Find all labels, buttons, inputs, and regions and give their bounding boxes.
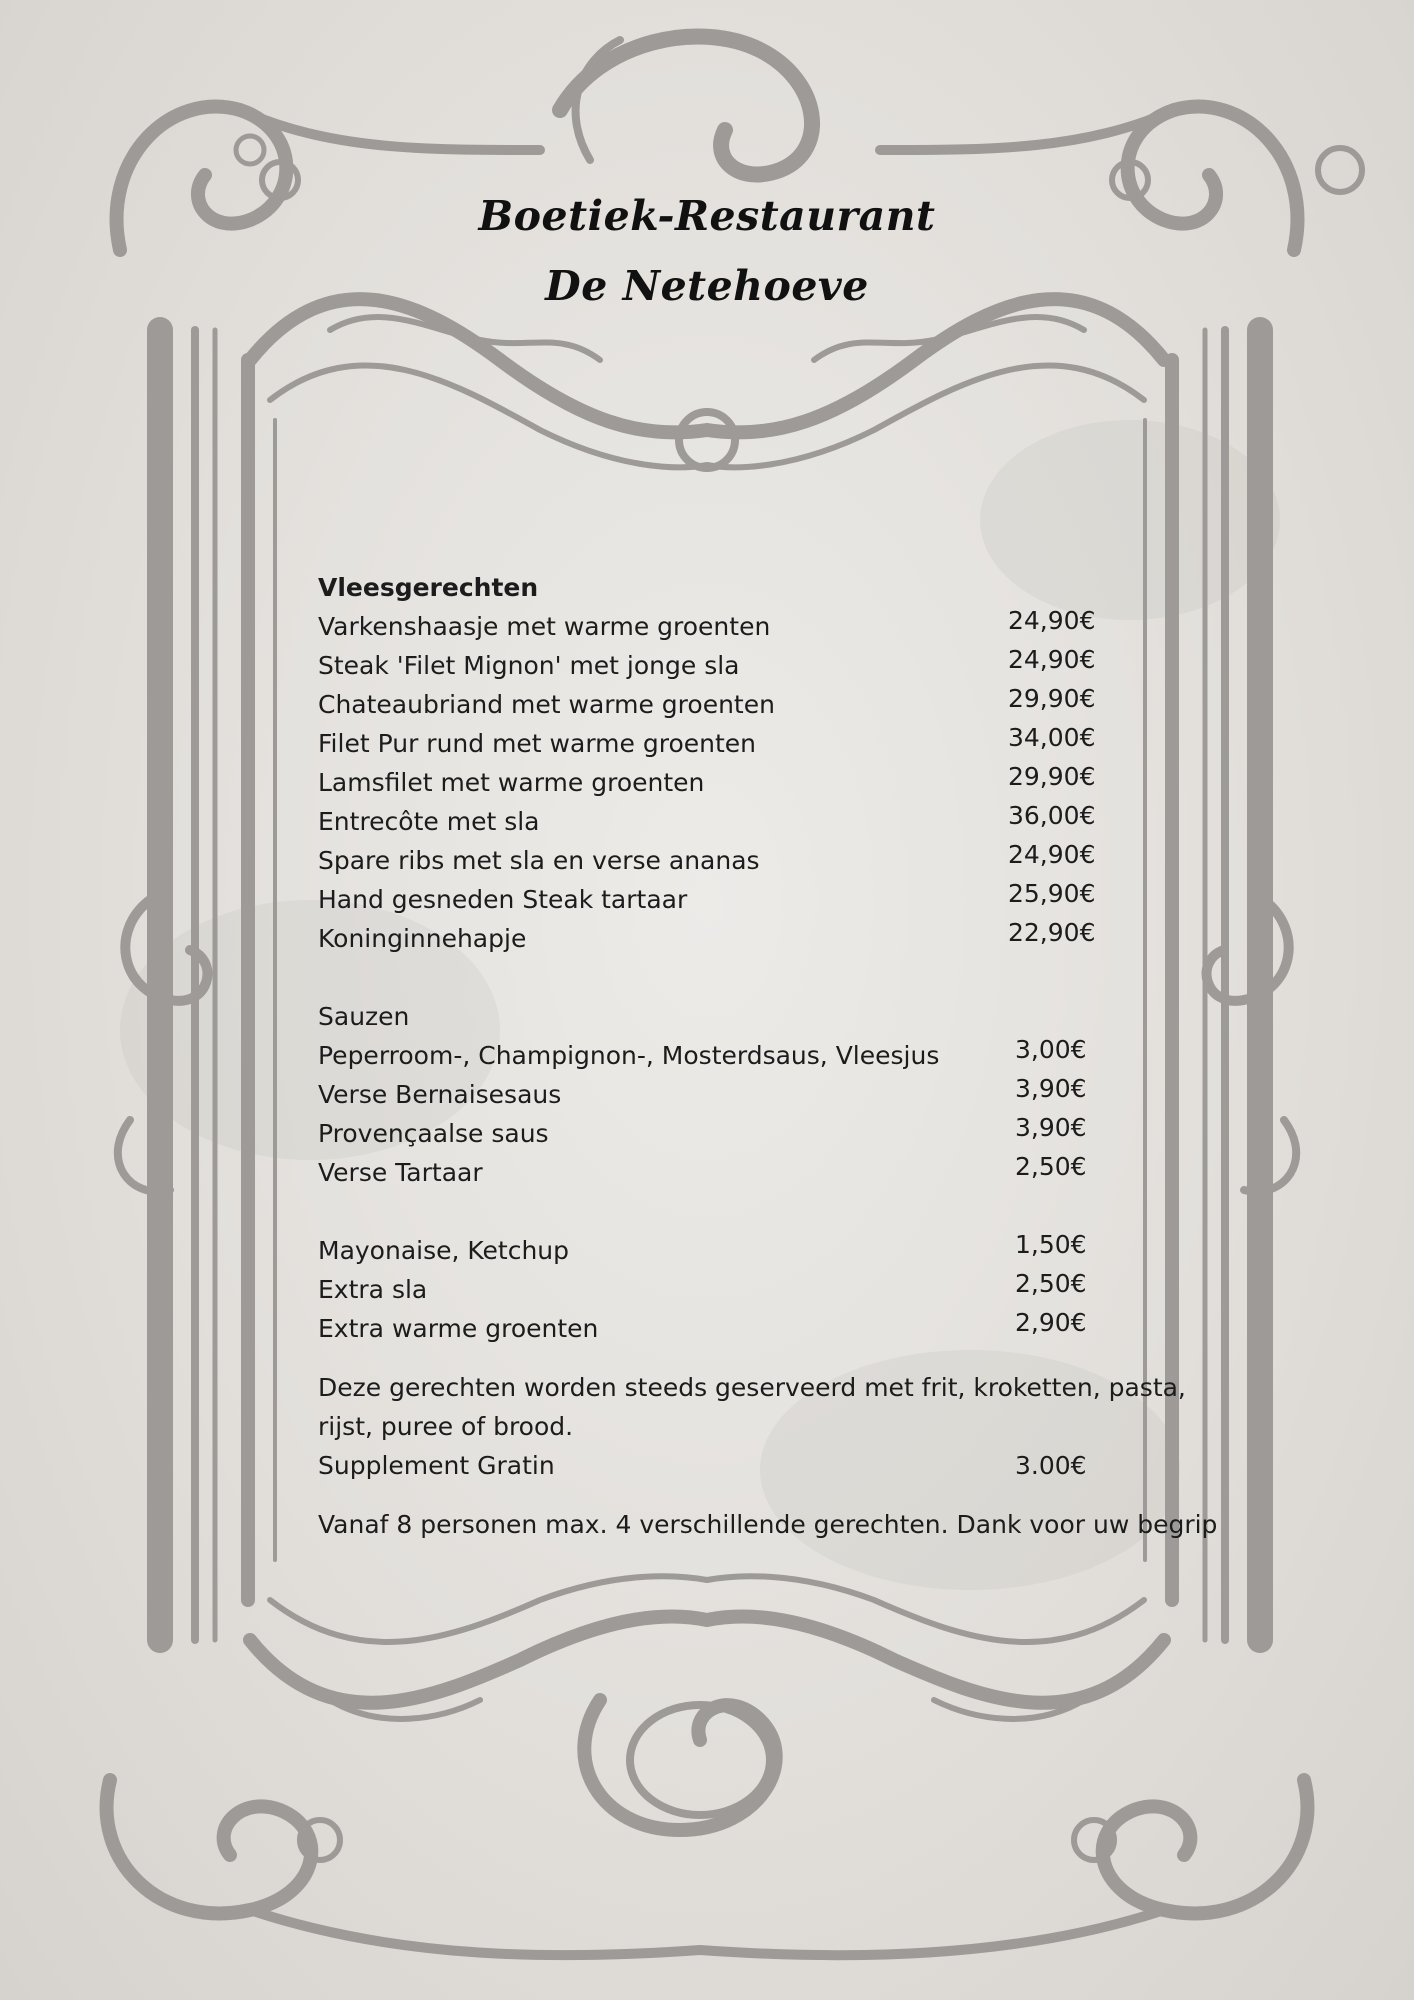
spacer: [318, 1485, 1138, 1505]
spacer: [318, 958, 1138, 997]
item-name: Spare ribs met sla en verse ananas: [318, 846, 760, 875]
item-price: 25,90€: [1008, 879, 1096, 908]
menu-item: [318, 1309, 1138, 1348]
sides-note-line-1: [318, 1368, 1186, 1407]
item-price: 1,50€: [1015, 1230, 1087, 1259]
item-name: Steak 'Filet Mignon' met jonge sla: [318, 651, 740, 680]
item-name: Filet Pur rund met warme groenten: [318, 729, 756, 758]
note-text: rijst, puree of brood.: [318, 1412, 574, 1441]
item-name: Mayonaise, Ketchup: [318, 1236, 570, 1265]
item-price: 36,00€: [1008, 801, 1096, 830]
item-price: 29,90€: [1008, 762, 1096, 791]
item-name: Koninginnehapje: [318, 924, 527, 953]
item-price: 24,90€: [1008, 840, 1096, 869]
item-name: Lamsfilet met warme groenten: [318, 768, 705, 797]
item-price: 3.00€: [1015, 1451, 1087, 1480]
item-name: Entrecôte met sla: [318, 807, 540, 836]
item-price: 29,90€: [1008, 684, 1096, 713]
item-price: 3,00€: [1015, 1035, 1087, 1064]
item-name: Chateaubriand met warme groenten: [318, 690, 775, 719]
item-price: 2,50€: [1015, 1152, 1087, 1181]
restaurant-subtitle: De Netehoeve: [545, 262, 869, 310]
spacer: [318, 1348, 1138, 1368]
item-price: 22,90€: [1008, 918, 1096, 947]
section-heading: Sauzen: [318, 1002, 410, 1031]
item-name: Extra sla: [318, 1275, 428, 1304]
item-price: 3,90€: [1015, 1074, 1087, 1103]
menu-content: [318, 568, 1218, 1544]
item-price: 2,50€: [1015, 1269, 1087, 1298]
supplement-item: [318, 1446, 1138, 1485]
item-price: 24,90€: [1008, 606, 1096, 635]
section-heading: Vleesgerechten: [318, 573, 539, 602]
note-text: Deze gerechten worden steeds geserveerd met frit, kroketten, pasta,: [318, 1373, 1186, 1402]
item-price: 34,00€: [1008, 723, 1096, 752]
item-name: Verse Tartaar: [318, 1158, 483, 1187]
menu-item: [318, 919, 1138, 958]
footer-note: [318, 1505, 1218, 1544]
item-name: Provençaalse saus: [318, 1119, 549, 1148]
item-name: Extra warme groenten: [318, 1314, 599, 1343]
item-name: Verse Bernaisesaus: [318, 1080, 562, 1109]
item-price: 2,90€: [1015, 1308, 1087, 1337]
item-name: Supplement Gratin: [318, 1451, 555, 1480]
item-price: 3,90€: [1015, 1113, 1087, 1142]
sides-note-line-2: [318, 1407, 1138, 1446]
note-text: Vanaf 8 personen max. 4 verschillende gerechten. Dank voor uw begrip: [318, 1510, 1218, 1539]
menu-item: [318, 1153, 1138, 1192]
item-name: Peperroom-, Champignon-, Mosterdsaus, Vleesjus: [318, 1041, 940, 1070]
item-name: Hand gesneden Steak tartaar: [318, 885, 688, 914]
item-name: Varkenshaasje met warme groenten: [318, 612, 771, 641]
restaurant-name: Boetiek-Restaurant: [478, 192, 936, 240]
item-price: 24,90€: [1008, 645, 1096, 674]
